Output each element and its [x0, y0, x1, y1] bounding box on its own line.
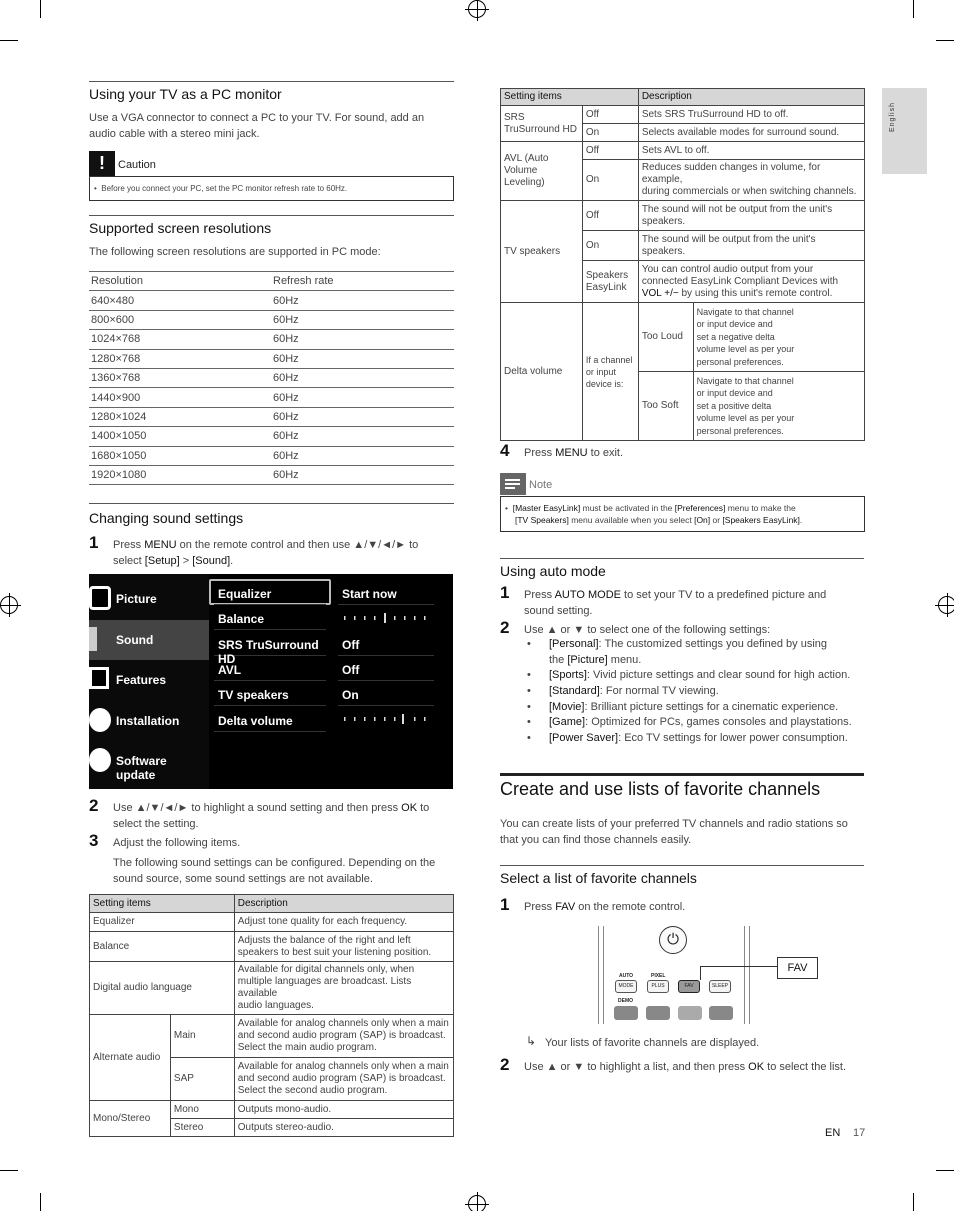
menu-item-installation[interactable] — [89, 701, 207, 741]
update-icon — [89, 748, 111, 772]
section-divider — [500, 865, 864, 866]
delta-volume-slider[interactable] — [342, 714, 434, 724]
table-row — [89, 427, 454, 446]
remote-key[interactable] — [709, 1006, 733, 1020]
text: volume level as per your — [696, 344, 795, 355]
features-icon — [89, 667, 109, 689]
gear-icon — [89, 708, 111, 732]
table-cell: 60Hz — [271, 427, 454, 446]
resolutions-intro: The following screen resolutions are supported in PC mode: — [89, 246, 381, 258]
table-cell — [234, 1058, 453, 1101]
text: volume level as per your — [696, 413, 795, 424]
option-name: [Standard] — [549, 685, 600, 697]
menu-on: [On] — [694, 515, 711, 525]
table-cell: Digital audio language — [90, 962, 235, 1015]
option-desc: : Vivid picture settings and clear sound for high action. — [586, 669, 851, 681]
text: The sound will be output from the unit's — [641, 233, 816, 245]
table-header: Description — [234, 895, 453, 913]
text: set a negative delta — [696, 331, 775, 342]
text: EasyLink — [585, 281, 627, 293]
table-cell — [638, 160, 864, 201]
table-cell: Too Loud — [638, 303, 693, 372]
table-cell: Main — [170, 1015, 234, 1058]
table-cell: 60Hz — [271, 291, 454, 310]
pc-monitor-line-2: audio cable with a stereo mini jack. — [89, 128, 260, 140]
text: Volume Leveling) — [504, 165, 545, 188]
text: Select the second audio program. — [237, 1085, 388, 1096]
text: Press — [524, 901, 556, 913]
picture-icon — [89, 586, 111, 610]
text: Available for digital channels only, when — [237, 964, 415, 975]
note-icon — [500, 473, 526, 495]
text: Navigate to that channel — [696, 306, 794, 317]
table-cell: Resolution — [89, 272, 271, 291]
section-heading-resolutions: Supported screen resolutions — [89, 220, 272, 236]
text: You can create lists of your preferred TV channels and radio stations so — [500, 818, 848, 830]
table-cell: Stereo — [170, 1119, 234, 1137]
text: If a channel — [585, 354, 633, 365]
remote-key[interactable] — [646, 1006, 670, 1020]
step-number: 2 — [500, 618, 510, 637]
section-heading-auto-mode: Using auto mode — [500, 563, 606, 579]
text: device is: — [585, 378, 624, 389]
fav-button[interactable]: FAV — [678, 980, 700, 993]
menu-option-avl[interactable]: AVL — [214, 657, 326, 681]
key-vol: VOL +/− — [641, 287, 679, 299]
registration-mark-icon — [938, 596, 954, 614]
table-cell: 1280×1024 — [89, 407, 271, 426]
balance-slider[interactable] — [342, 613, 434, 623]
table-cell: Sets SRS TruSurround HD to off. — [638, 106, 864, 124]
sound-settings-table — [89, 894, 454, 1137]
text: to — [417, 802, 430, 814]
section-heading-select-favorite: Select a list of favorite channels — [500, 870, 697, 886]
menu-item-label: Installation — [116, 714, 180, 728]
table-row — [89, 368, 454, 387]
key-fav: FAV — [555, 901, 576, 913]
text: to select the list. — [764, 1061, 847, 1073]
table-cell: 1400×1050 — [89, 427, 271, 446]
table-cell: 60Hz — [271, 349, 454, 368]
step-number: 3 — [89, 831, 99, 850]
table-row — [89, 310, 454, 329]
table-cell — [638, 231, 864, 261]
menu-option-tv-speakers[interactable]: TV speakers — [214, 682, 326, 706]
text: must be activated in the — [580, 503, 675, 513]
table-row — [89, 388, 454, 407]
text: Press — [113, 539, 145, 551]
text: sound source, some sound settings are not available. — [113, 873, 373, 885]
menu-option-equalizer[interactable]: Equalizer — [214, 581, 326, 605]
text: personal preferences. — [696, 356, 784, 367]
key-auto-mode: AUTO MODE — [554, 589, 621, 601]
option-desc: : For normal TV viewing. — [599, 685, 719, 697]
table-cell: Delta volume — [501, 303, 583, 441]
text: The following sound settings can be configured. Depending on the — [113, 857, 436, 869]
section-title-favorites: Create and use lists of favorite channels — [500, 779, 821, 799]
option-desc: : The customized settings you defined by using — [598, 638, 828, 650]
table-cell — [234, 962, 453, 1015]
caution-box — [89, 176, 454, 201]
table-cell — [693, 303, 864, 372]
crop-mark — [913, 1193, 914, 1211]
crop-mark — [0, 1170, 18, 1171]
table-cell — [234, 1015, 453, 1058]
section-divider — [89, 81, 454, 82]
favorites-step1 — [524, 899, 685, 915]
option-name: [Power Saver] — [549, 732, 619, 744]
menu-item-features[interactable] — [89, 660, 207, 700]
power-button-icon[interactable]: ⏻ — [659, 926, 687, 954]
option-name: [Sports] — [549, 669, 587, 681]
table-header-row — [89, 272, 454, 291]
table-header: Description — [638, 89, 864, 106]
text: Use ▲ or ▼ to highlight a list, and then press — [524, 1061, 749, 1073]
text: Press — [524, 447, 556, 459]
key-ok: OK — [748, 1061, 765, 1073]
table-cell: Outputs mono-audio. — [234, 1101, 453, 1119]
note-label: Note — [529, 479, 553, 491]
section-divider — [89, 215, 454, 216]
section-heading-pc-monitor: Using your TV as a PC monitor — [89, 86, 282, 102]
table-cell: 800×600 — [89, 310, 271, 329]
footer-lang: EN — [825, 1127, 841, 1139]
caution-text: Before you connect your PC, set the PC monitor refresh rate to 60Hz. — [101, 184, 348, 193]
table-cell: Off — [582, 106, 638, 124]
section-divider-thick — [500, 773, 864, 776]
sound-step2-text — [113, 800, 453, 832]
text: or input device and — [696, 319, 773, 330]
callout-line — [700, 966, 777, 967]
text: and second audio program (SAP) is broadcast. — [237, 1030, 446, 1041]
step-number: 1 — [500, 583, 510, 602]
table-cell: 60Hz — [271, 407, 454, 426]
text: Use ▲/▼/◄/► to highlight a sound setting and then press — [113, 802, 402, 814]
option-name: [Movie] — [549, 701, 585, 713]
menu-value-avl[interactable]: Off — [338, 657, 434, 681]
menu-master-easylink: [Master EasyLink] — [512, 503, 581, 513]
table-cell: Off — [582, 201, 638, 231]
menu-setup: [Setup] — [144, 555, 180, 567]
text: on the remote control. — [575, 901, 686, 913]
table-row — [89, 446, 454, 465]
remote-edge — [598, 926, 604, 1024]
page-number: 17 — [853, 1127, 866, 1139]
table-cell — [582, 303, 638, 441]
text: menu available when you select — [568, 515, 695, 525]
pc-monitor-line-1: Use a VGA connector to connect a PC to your TV. For sound, add an — [89, 112, 425, 124]
table-cell: Alternate audio — [90, 1015, 171, 1101]
remote-key[interactable] — [678, 1006, 702, 1020]
text: or input — [585, 366, 616, 377]
table-cell: TV speakers — [501, 201, 583, 303]
sound-step3-para — [113, 855, 435, 887]
sound-step1-text — [113, 537, 453, 569]
table-cell — [638, 201, 864, 231]
text: set a positive delta — [696, 400, 772, 411]
text: select — [113, 555, 145, 567]
text: The sound will not be output from the unit's — [641, 203, 833, 215]
menu-item-label: Picture — [116, 592, 157, 606]
step-number: 2 — [89, 796, 99, 815]
step-number: 4 — [500, 441, 510, 460]
text: Press — [524, 589, 555, 601]
option-name: [Game] — [549, 716, 586, 728]
option-desc: : Eco TV settings for lower power consumption. — [618, 732, 848, 744]
crop-mark — [0, 40, 18, 41]
sound-settings-table-continued — [500, 88, 865, 441]
registration-mark-icon — [0, 596, 18, 614]
text: select the setting. — [113, 818, 199, 830]
text: to exit. — [587, 447, 624, 459]
table-cell — [234, 932, 453, 962]
text: . — [799, 515, 803, 525]
button-label-pixel: PIXEL — [651, 973, 666, 979]
menu-tv-speakers: [TV Speakers] — [515, 515, 569, 525]
text: SRS — [504, 111, 525, 123]
text: AVL (Auto — [504, 153, 549, 164]
menu-value-start-now[interactable]: Start now — [338, 581, 434, 605]
auto-mode-button[interactable]: MODE — [615, 980, 637, 993]
menu-item-sound[interactable] — [89, 620, 207, 660]
text: or input device and — [696, 388, 773, 399]
table-cell: Balance — [90, 932, 235, 962]
table-cell: On — [582, 124, 638, 142]
step-number: 2 — [500, 1055, 510, 1074]
bullet: • — [94, 184, 102, 193]
favorites-step2 — [524, 1059, 846, 1075]
table-cell: 60Hz — [271, 330, 454, 349]
menu-option-delta-volume[interactable]: Delta volume — [214, 708, 326, 732]
key-ok: OK — [401, 802, 418, 814]
menu-item-label: Features — [116, 673, 167, 687]
remote-edge — [744, 926, 750, 1024]
table-cell — [693, 372, 864, 441]
text: connected EasyLink Compliant Devices with — [641, 275, 839, 287]
crop-mark — [913, 0, 914, 18]
crop-mark — [40, 1193, 41, 1211]
crop-mark — [936, 1170, 954, 1171]
note-box — [500, 496, 865, 532]
text: audio languages. — [237, 1000, 314, 1011]
table-cell: 1440×900 — [89, 388, 271, 407]
table-cell: 60Hz — [271, 446, 454, 465]
favorites-intro — [500, 816, 848, 848]
table-cell: Too Soft — [638, 372, 693, 441]
text: Adjusts the balance of the right and left — [237, 934, 411, 946]
table-cell — [501, 106, 583, 142]
text: menu to make the — [725, 503, 796, 513]
table-cell: Mono — [170, 1101, 234, 1119]
table-row — [89, 465, 454, 484]
table-cell: 60Hz — [271, 368, 454, 387]
pc-monitor-text — [89, 110, 424, 142]
menu-speakers-easylink: [Speakers EasyLink] — [722, 515, 800, 525]
text: Available for analog channels only when a main — [237, 1061, 449, 1072]
remote-control-illustration — [596, 922, 752, 1024]
step-number: 1 — [89, 533, 99, 552]
table-cell: 60Hz — [271, 310, 454, 329]
table-cell: Off — [582, 142, 638, 160]
table-cell: 640×480 — [89, 291, 271, 310]
registration-mark-icon — [468, 0, 486, 18]
table-cell: 1920×1080 — [89, 465, 271, 484]
result-arrow-icon: ↳ — [526, 1034, 537, 1048]
menu-item-label: Sound — [116, 633, 154, 647]
menu-option-balance[interactable]: Balance — [214, 606, 326, 630]
menu-item-picture[interactable] — [89, 579, 207, 619]
caution-icon: ! — [89, 151, 115, 176]
text: or — [710, 515, 723, 525]
text: the — [549, 654, 568, 666]
menu-picture: [Picture] — [567, 654, 608, 666]
section-divider — [89, 503, 454, 504]
option-name: [Personal] — [549, 638, 599, 650]
registration-mark-icon — [468, 1195, 486, 1211]
auto-mode-step1 — [524, 587, 826, 619]
table-cell: 1024×768 — [89, 330, 271, 349]
table-cell — [582, 261, 638, 303]
menu-sound: [Sound] — [192, 555, 231, 567]
text: Available for analog channels only when a main — [237, 1018, 449, 1029]
section-divider — [500, 558, 864, 559]
table-cell: SAP — [170, 1058, 234, 1101]
sound-step3-text: Adjust the following items. — [113, 837, 241, 849]
table-cell: On — [582, 231, 638, 261]
sleep-button[interactable]: SLEEP — [709, 980, 731, 993]
callout-line — [700, 966, 701, 980]
button-label-auto: AUTO — [619, 973, 634, 979]
section-heading-sound: Changing sound settings — [89, 510, 244, 526]
text: speakers to best suit your listening position. — [237, 946, 432, 958]
table-cell: Selects available modes for surround sound. — [638, 124, 864, 142]
resolutions-table — [89, 271, 454, 485]
pixel-plus-button[interactable]: PLUS — [647, 980, 669, 993]
table-cell: Refresh rate — [271, 272, 454, 291]
table-cell: Outputs stereo-audio. — [234, 1119, 453, 1137]
text: personal preferences. — [696, 425, 784, 436]
fav-callout: FAV — [777, 957, 818, 979]
menu-preferences: [Preferences] — [674, 503, 726, 513]
table-cell: Sets AVL to off. — [638, 142, 864, 160]
text: Speakers — [585, 269, 629, 281]
text: TruSurround HD — [504, 123, 577, 135]
text: by using this unit's remote control. — [678, 287, 833, 299]
text: speakers. — [641, 245, 686, 257]
tv-menu-screenshot — [89, 574, 453, 789]
caution-label: Caution — [118, 159, 156, 171]
menu-value-tv-speakers[interactable]: On — [338, 682, 434, 706]
table-cell: Mono/Stereo — [90, 1101, 171, 1137]
table-cell: 1280×768 — [89, 349, 271, 368]
option-desc: : Brilliant picture settings for a cinematic experience. — [584, 701, 839, 713]
step-number: 1 — [500, 895, 510, 914]
auto-mode-step2: Use ▲ or ▼ to select one of the following settings: — [524, 624, 771, 636]
text: menu. — [607, 654, 642, 666]
text: to set your TV to a predefined picture and — [621, 589, 827, 601]
key-menu: MENU — [144, 539, 177, 551]
button-label-demo: DEMO — [618, 998, 633, 1004]
table-cell: Adjust tone quality for each frequency. — [234, 913, 453, 932]
language-tab — [882, 88, 927, 174]
language-tab-label: English — [889, 102, 896, 132]
menu-item-software-update[interactable] — [89, 741, 207, 781]
table-cell: 1680×1050 — [89, 446, 271, 465]
menu-value-srs[interactable]: Off — [338, 632, 434, 656]
text: . — [230, 555, 234, 567]
table-cell — [638, 261, 864, 303]
text: and second audio program (SAP) is broadcast. — [237, 1073, 446, 1084]
option-desc: : Optimized for PCs, games consoles and playstations. — [585, 716, 852, 728]
speaker-icon — [89, 627, 111, 651]
table-row — [89, 330, 454, 349]
table-row — [89, 407, 454, 426]
text: sound setting. — [524, 605, 593, 617]
table-cell: 1360×768 — [89, 368, 271, 387]
text: You can control audio output from your — [641, 263, 814, 275]
crop-mark — [936, 40, 954, 41]
key-menu: MENU — [555, 447, 588, 459]
favorites-result: Your lists of favorite channels are displayed. — [545, 1037, 760, 1049]
menu-item-label: Software update — [116, 754, 167, 782]
table-cell — [501, 142, 583, 201]
text: > — [179, 555, 193, 567]
remote-key[interactable] — [614, 1006, 638, 1020]
table-row — [89, 291, 454, 310]
text: on the remote control and then use ▲/▼/◄/► to — [176, 539, 419, 551]
table-cell: On — [582, 160, 638, 201]
menu-option-srs[interactable]: SRS TruSurround HD — [214, 632, 326, 656]
text: Navigate to that channel — [696, 375, 794, 386]
table-header: Setting items — [501, 89, 639, 106]
text: Reduces sudden changes in volume, for example, — [641, 162, 821, 185]
text: speakers. — [641, 215, 686, 227]
crop-mark — [40, 0, 41, 18]
text: multiple languages are broadcast. Lists available — [237, 976, 412, 999]
text: during commercials or when switching channels. — [641, 186, 857, 197]
step4-text — [524, 445, 623, 461]
table-header: Setting items — [90, 895, 235, 913]
bullet: • — [505, 503, 513, 513]
table-cell: 60Hz — [271, 465, 454, 484]
table-row — [89, 349, 454, 368]
text: that you can find those channels easily. — [500, 834, 692, 846]
table-cell: 60Hz — [271, 388, 454, 407]
text: Select the main audio program. — [237, 1042, 377, 1053]
table-cell: Equalizer — [90, 913, 235, 932]
